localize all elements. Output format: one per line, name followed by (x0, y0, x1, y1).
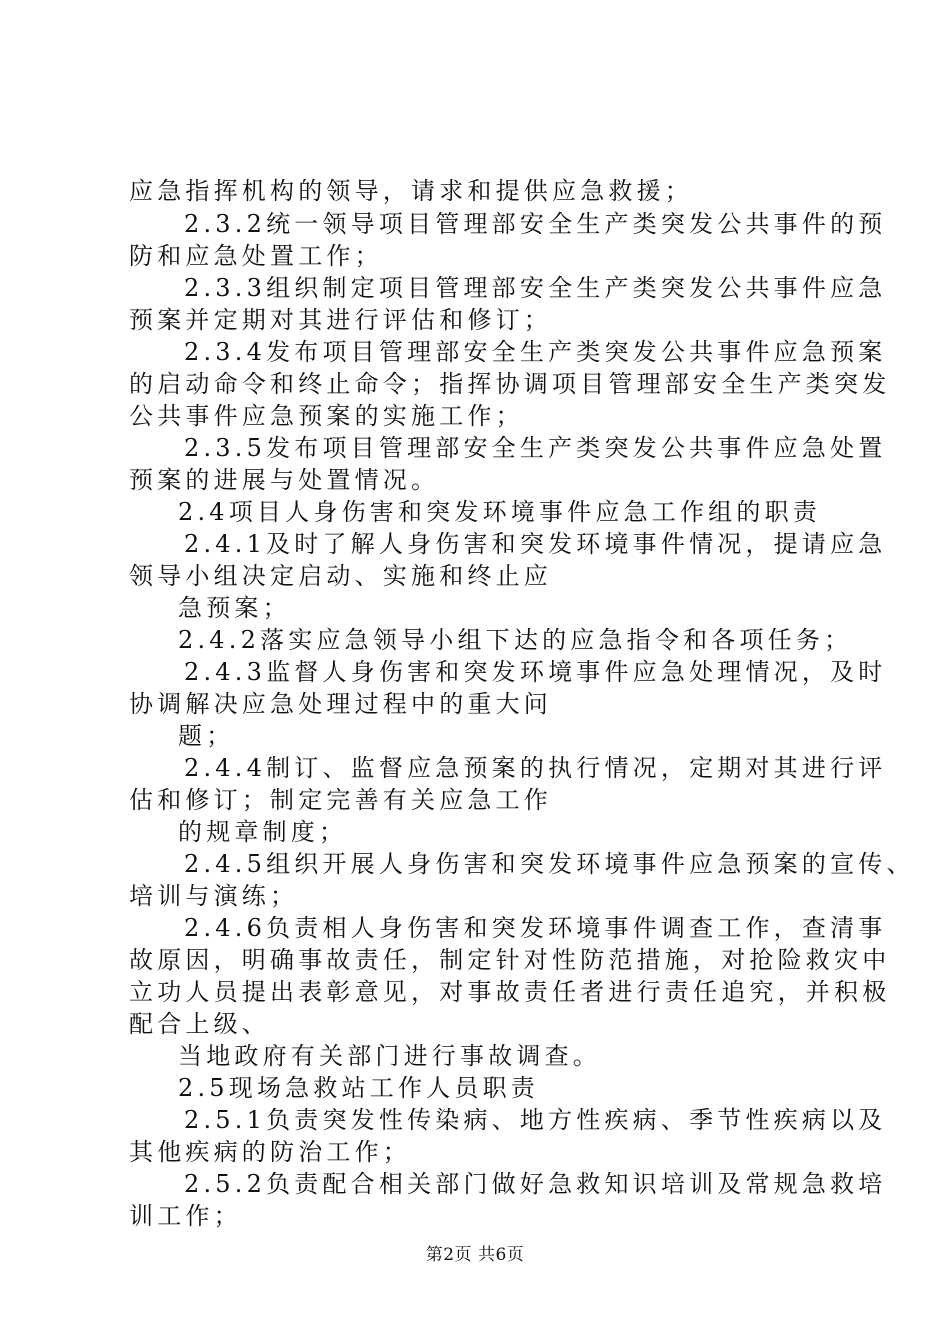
text-line: 2.4.2落实应急领导小组下达的应急指令和各项任务； (178, 626, 853, 654)
text-line: 估和修订；制定完善有关应急工作 (129, 786, 552, 814)
text-line: 配合上级、 (129, 1010, 270, 1038)
text-line: 故原因，明确事故责任，制定针对性防范措施，对抢险救灾中 (129, 946, 891, 974)
text-line: 2.5.1负责突发性传染病、地方性疾病、季节性疾病以及 (184, 1106, 887, 1134)
text-line: 公共事件应急预案的实施工作； (129, 402, 524, 430)
text-line: 2.3.2统一领导项目管理部安全生产类突发公共事件的预 (184, 210, 887, 238)
text-line: 2.4.1及时了解人身伤害和突发环境事件情况，提请应急 (184, 530, 887, 558)
text-line: 预案并定期对其进行评估和修订； (129, 306, 552, 334)
text-line: 2.3.3组织制定项目管理部安全生产类突发公共事件应急 (184, 274, 887, 302)
text-line: 2.3.4发布项目管理部安全生产类突发公共事件应急预案 (184, 338, 887, 366)
text-line: 立功人员提出表彰意见，对事故责任者进行责任追究，并积极 (129, 978, 891, 1006)
text-line: 领导小组决定启动、实施和终止应 (129, 562, 552, 590)
text-line: 2.3.5发布项目管理部安全生产类突发公共事件应急处置 (184, 434, 887, 462)
text-line: 训工作； (129, 1202, 242, 1230)
text-line: 协调解决应急处理过程中的重大问 (129, 690, 552, 718)
text-line: 应急指挥机构的领导，请求和提供应急救援； (129, 177, 693, 205)
text-line: 当地政府有关部门进行事故调查。 (178, 1042, 601, 1070)
text-line: 的规章制度； (178, 818, 348, 846)
text-line: 急预案； (178, 594, 291, 622)
text-line: 题； (178, 722, 235, 750)
text-line: 预案的进展与处置情况。 (129, 466, 440, 494)
text-line: 2.4.6负责相人身伤害和突发环境事件调查工作，查清事 (184, 914, 887, 942)
text-line: 2.5.2负责配合相关部门做好急救知识培训及常规急救培 (184, 1170, 887, 1198)
text-line: 其他疾病的防治工作； (129, 1138, 411, 1166)
page-number-footer: 第2页 共6页 (425, 1245, 525, 1265)
text-line: 2.4.4制订、监督应急预案的执行情况，定期对其进行评 (184, 754, 887, 782)
section-heading: 2.5现场急救站工作人员职责 (178, 1074, 539, 1102)
text-line: 防和应急处置工作； (129, 242, 383, 270)
text-line: 2.4.5组织开展人身伤害和突发环境事件应急预案的宣传、 (184, 850, 915, 878)
text-line: 的启动命令和终止命令；指挥协调项目管理部安全生产类突发 (129, 370, 891, 398)
text-line: 2.4.3监督人身伤害和突发环境事件应急处理情况，及时 (184, 658, 887, 686)
section-heading: 2.4项目人身伤害和突发环境事件应急工作组的职责 (178, 498, 821, 526)
text-line: 培训与演练； (129, 882, 299, 910)
